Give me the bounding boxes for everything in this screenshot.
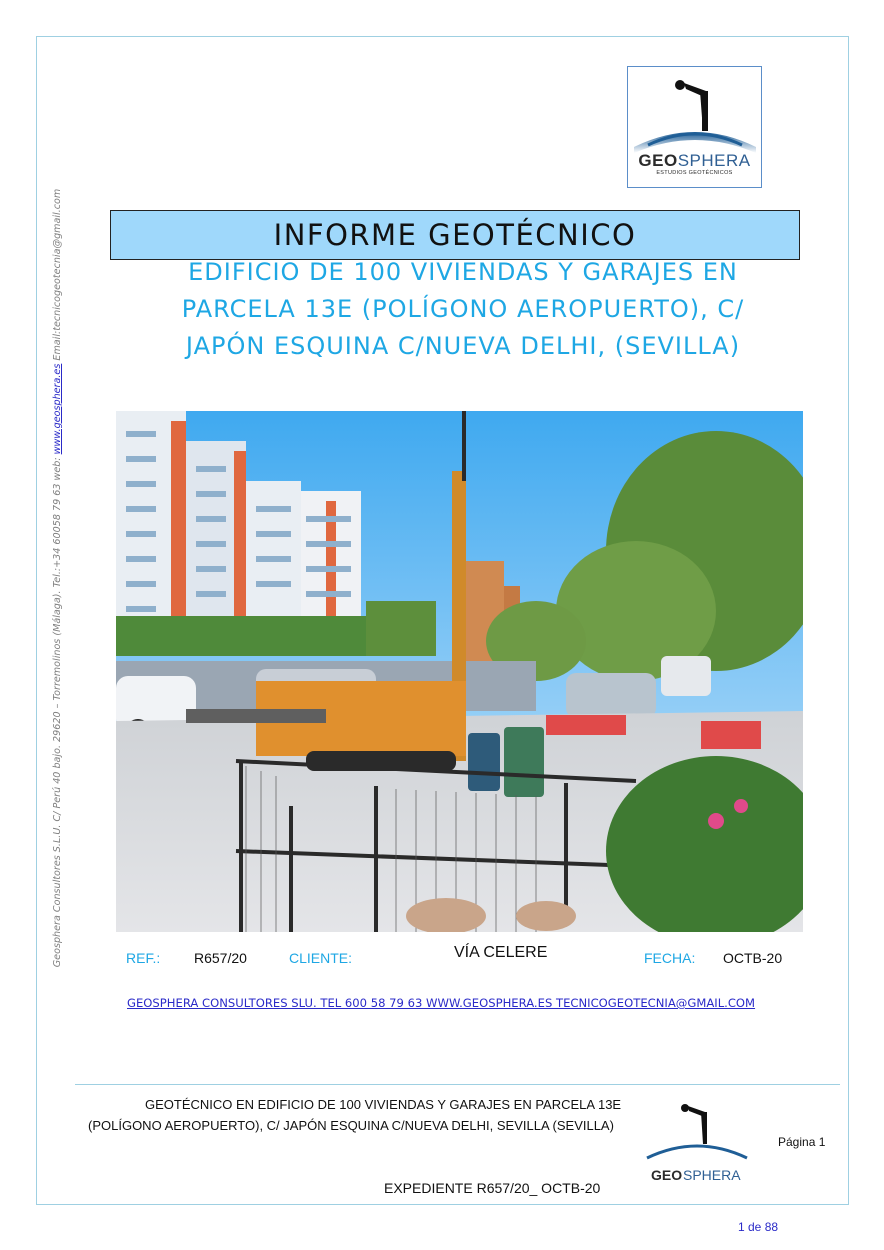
svg-text:SPHERA: SPHERA (683, 1167, 741, 1183)
side-text-suffix: Email:tecnicogeotecnia@gmail.com (52, 188, 63, 364)
subtitle-line: PARCELA 13E (POLÍGONO AEROPUERTO), C/ (181, 295, 745, 323)
logo-subtitle: ESTUDIOS GEOTÉCNICOS (656, 170, 733, 176)
date-value: OCTB-20 (723, 950, 783, 966)
site-photo (116, 411, 803, 932)
vertical-company-info (52, 148, 66, 1008)
date-label: FECHA: (644, 950, 696, 966)
footer-divider (75, 1084, 840, 1085)
page-label: Página 1 (778, 1135, 826, 1149)
contact-link-line[interactable]: GEOSPHERA CONSULTORES SLU. TEL 600 58 79 63 WWW.GEOSPHERA.ES TECNICOGEOTECNIA@GMAIL.COM (127, 996, 756, 1010)
client-value: VÍA CELERE (454, 944, 548, 961)
subtitle-line: JAPÓN ESQUINA C/NUEVA DELHI, (SEVILLA) (185, 332, 741, 360)
ref-label: REF.: (126, 950, 161, 966)
page-counter: 1 de 88 (738, 1220, 779, 1234)
geosphera-logo (627, 66, 762, 188)
client-label: CLIENTE: (289, 950, 353, 966)
logo-wordmark: GEOSPHERA (638, 151, 751, 170)
ref-value: R657/20 (194, 950, 247, 966)
footer-logo-figure-icon (643, 1100, 751, 1192)
subtitle-line: EDIFICIO DE 100 VIVIENDAS Y GARAJES EN (188, 258, 738, 286)
footer-line-2: (POLÍGONO AEROPUERTO), C/ JAPÓN ESQUINA C/NUEVA DELHI, SEVILLA (SEVILLA) (88, 1118, 614, 1133)
footer-logo (643, 1100, 751, 1192)
footer-line-1: GEOTÉCNICO EN EDIFICIO DE 100 VIVIENDAS Y GARAJES EN PARCELA 13E (145, 1097, 622, 1112)
website-link[interactable]: www.geosphera.es (52, 363, 63, 455)
side-text-prefix: Geosphera Consultores S.L.U. C/ Perú 40 bajo. 29620 – Torremolinos (Málaga). Tel.:+34 60058 79 63 web: (52, 454, 63, 968)
report-title: INFORME GEOTÉCNICO (110, 210, 800, 260)
svg-text:GEO: GEO (651, 1167, 683, 1183)
project-subtitle (118, 254, 808, 365)
expediente-label: EXPEDIENTE R657/20_ OCTB-20 (384, 1180, 601, 1196)
